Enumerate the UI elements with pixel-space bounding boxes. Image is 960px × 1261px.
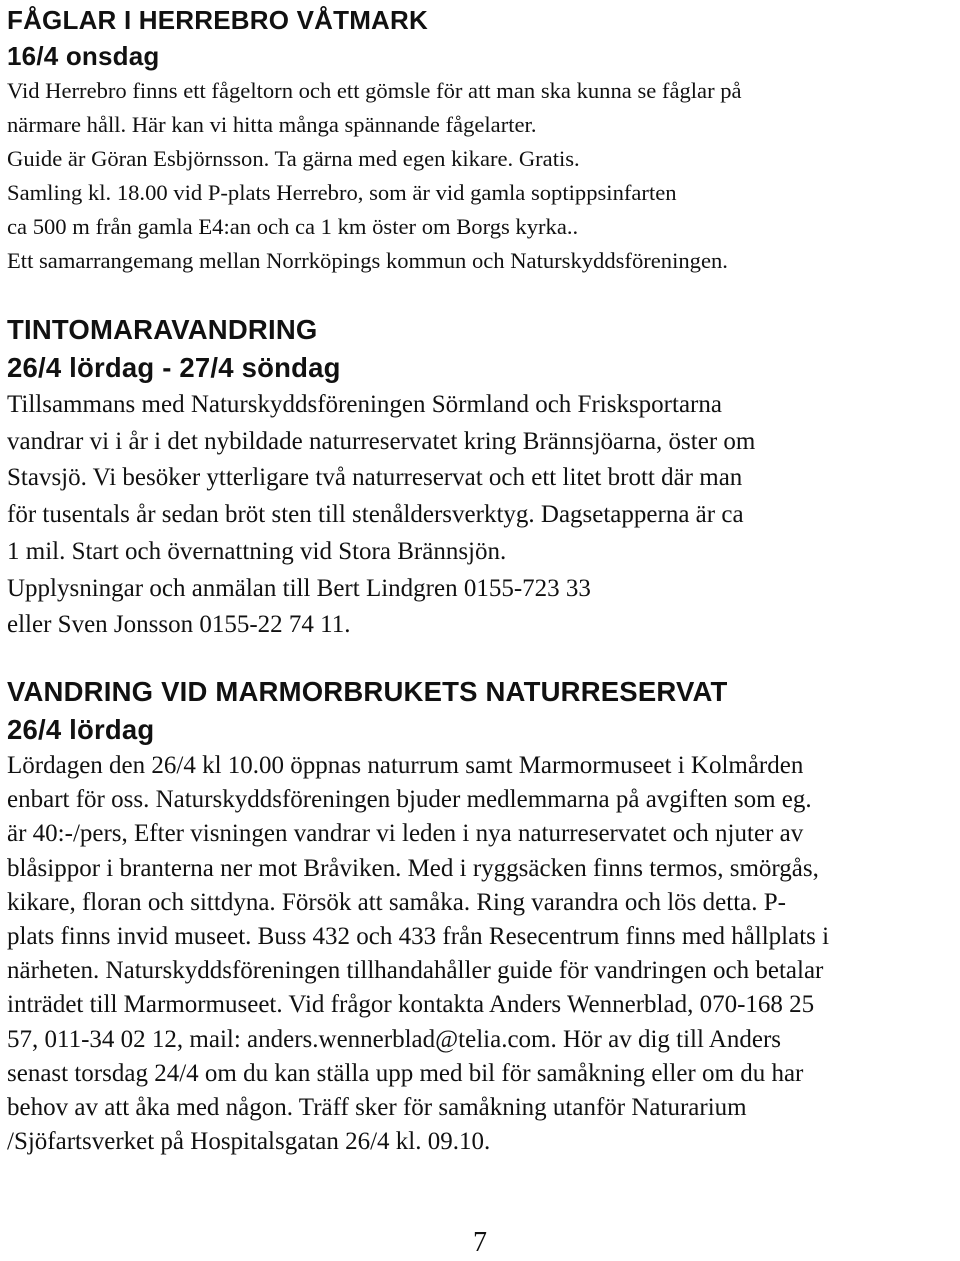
body-line: kikare, floran och sittdyna. Försök att samåka. Ring varandra och lös detta. P- — [7, 888, 786, 916]
body-line: 57, 011-34 02 12, mail: anders.wennerblad@telia.com. Hör av dig till Anders — [7, 1025, 782, 1053]
body-line: närmare håll. Här kan vi hitta många spännande fågelarter. — [7, 112, 537, 137]
event-section-marble — [7, 673, 829, 1159]
body-line: Stavsjö. Vi besöker ytterligare två naturreservat och ett litet brott där man — [7, 464, 743, 492]
body-line: plats finns invid museet. Buss 432 och 433 från Resecentrum finns med hållplats i — [7, 923, 830, 951]
body-line: är 40:-/pers, Efter visningen vandrar vi leden i nya naturreservatet och njuter av — [7, 820, 804, 848]
section-date: 26/4 lördag — [7, 714, 155, 745]
body-line: Samling kl. 18.00 vid P-plats Herrebro, som är vid gamla soptippsinfarten — [7, 180, 677, 205]
body-line: Tillsammans med Naturskyddsföreningen Sörmland och Frisksportarna — [7, 391, 722, 418]
body-line: enbart för oss. Naturskyddsföreningen bjuder medlemmarna på avgiften som eg. — [7, 786, 812, 814]
event-section-hike — [7, 311, 755, 644]
body-line: inträdet till Marmormuseet. Vid frågor kontakta Anders Wennerblad, 070-168 25 — [7, 991, 815, 1019]
body-line: senast torsdag 24/4 om du kan ställa upp med bil för samåkning eller om du har — [7, 1059, 804, 1087]
body-line: 1 mil. Start och övernattning vid Stora Brännsjön. — [7, 537, 507, 565]
body-line: behov av att åka med någon. Träff sker för samåkning utanför Naturarium — [7, 1094, 747, 1122]
event-section-birds — [7, 2, 742, 278]
section-heading: FÅGLAR I HERREBRO VÅTMARK — [7, 5, 428, 35]
body-line: Ett samarrangemang mellan Norrköpings kommun och Naturskyddsföreningen. — [7, 248, 728, 273]
body-line: eller Sven Jonsson 0155-22 74 11. — [7, 611, 351, 639]
page-number: 7 — [473, 1227, 487, 1258]
body-line: närheten. Naturskyddsföreningen tillhandahåller guide för vandringen och betalar — [7, 957, 824, 985]
section-heading: VANDRING VID MARMORBRUKETS NATURRESERVAT — [7, 676, 728, 707]
body-line: vandrar vi i år i det nybildade naturreservatet kring Brännsjöarna, öster om — [7, 427, 756, 455]
body-line: för tusentals år sedan bröt sten till stenåldersverktyg. Dagsetapperna är ca — [7, 501, 744, 529]
body-line: Vid Herrebro finns ett fågeltorn och ett gömsle för att man ska kunna se fåglar på — [7, 78, 742, 103]
body-line: /Sjöfartsverket på Hospitalsgatan 26/4 kl. 09.10. — [7, 1128, 491, 1156]
body-line: Upplysningar och anmälan till Bert Lindgren 0155-723 33 — [7, 574, 591, 602]
section-heading: TINTOMARAVANDRING — [7, 314, 318, 345]
body-line: Guide är Göran Esbjörnsson. Ta gärna med egen kikare. Gratis. — [7, 146, 580, 171]
section-date: 16/4 onsdag — [7, 41, 160, 71]
body-line: ca 500 m från gamla E4:an och ca 1 km öster om Borgs kyrka.. — [7, 214, 579, 239]
body-line: Lördagen den 26/4 kl 10.00 öppnas naturrum samt Marmormuseet i Kolmården — [7, 752, 804, 779]
section-date: 26/4 lördag - 27/4 söndag — [7, 352, 341, 383]
body-line: blåsippor i branterna ner mot Bråviken. Med i ryggsäcken finns termos, smörgås, — [7, 854, 819, 882]
